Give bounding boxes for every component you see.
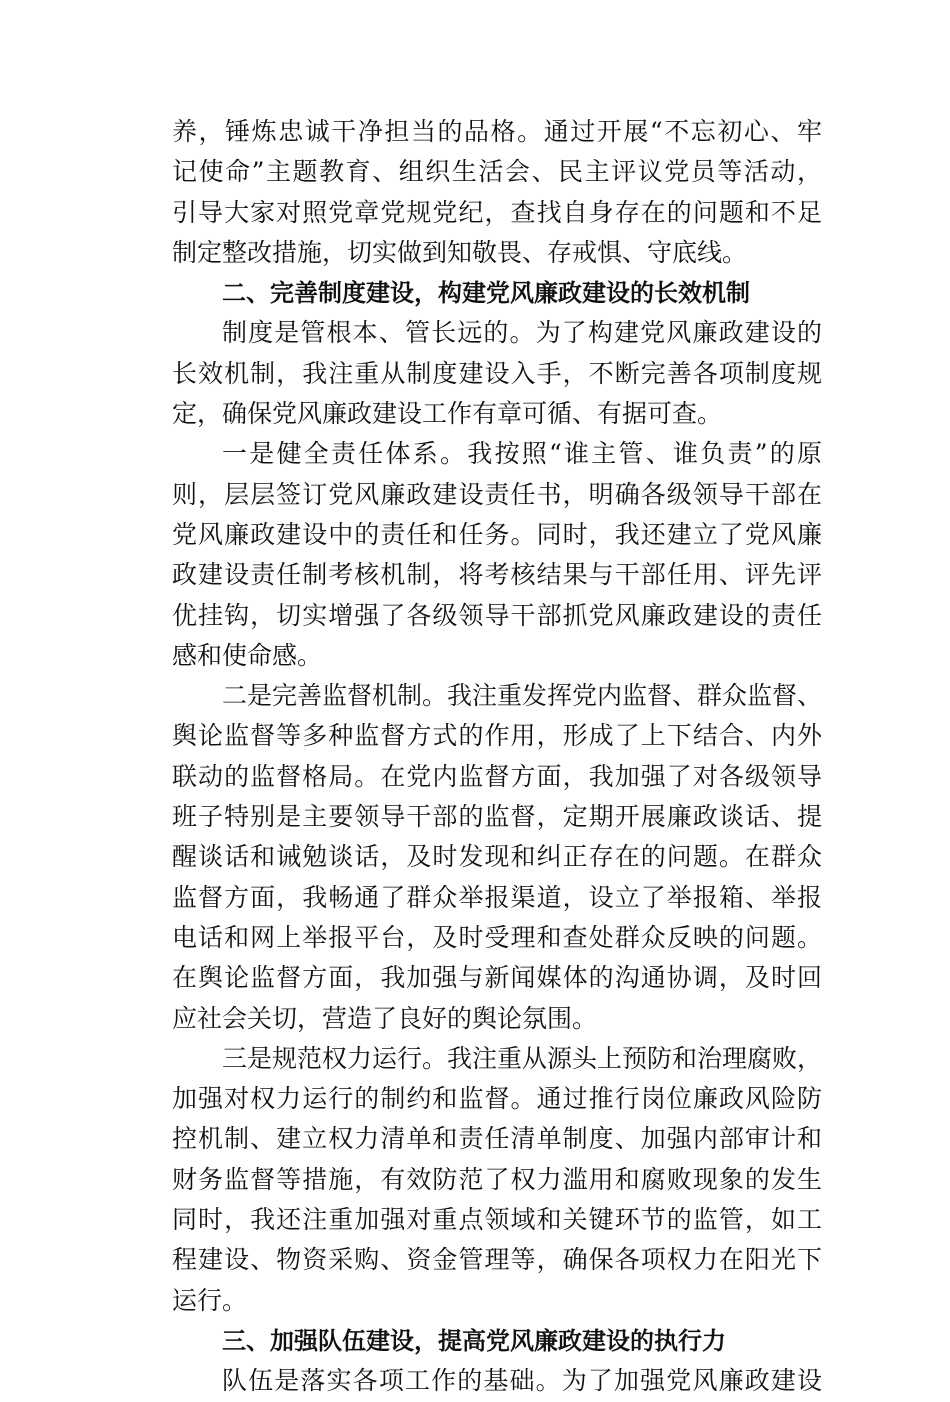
paragraph-line: 政建设责任制考核机制，将考核结果与干部任用、评先评 xyxy=(172,560,822,590)
paragraph-line: 则，层层签订党风廉政建设责任书，明确各级领导干部在 xyxy=(172,479,822,509)
paragraph-line: 程建设、物资采购、资金管理等，确保各项权力在阳光下 xyxy=(172,1245,822,1275)
paragraph-line: 监督方面，我畅通了群众举报渠道，设立了举报箱、举报 xyxy=(172,882,822,912)
section-heading: 二、完善制度建设，构建党风廉政建设的长效机制 xyxy=(222,279,750,308)
paragraph-line: 制定整改措施，切实做到知敬畏、存戒惧、守底线。 xyxy=(172,237,748,267)
paragraph-line: 联动的监督格局。在党内监督方面，我加强了对各级领导 xyxy=(172,761,822,791)
paragraph-line: 运行。 xyxy=(172,1285,248,1315)
paragraph-line: 财务监督等措施，有效防范了权力滥用和腐败现象的发生 xyxy=(172,1164,822,1194)
paragraph-line: 三是规范权力运行。我注重从源头上预防和治理腐败， xyxy=(222,1043,822,1073)
paragraph-line: 记使命”主题教育、组织生活会、民主评议党员等活动， xyxy=(172,157,822,187)
paragraph-line: 引导大家对照党章党规党纪，查找自身存在的问题和不足 xyxy=(172,197,822,227)
paragraph-line: 队伍是落实各项工作的基础。为了加强党风廉政建设 xyxy=(222,1366,822,1396)
paragraph-line: 养，锤炼忠诚干净担当的品格。通过开展“不忘初心、牢 xyxy=(172,117,822,146)
paragraph-line: 舆论监督等多种监督方式的作用，形成了上下结合、内外 xyxy=(172,721,822,751)
paragraph-line: 控机制、建立权力清单和责任清单制度、加强内部审计和 xyxy=(172,1124,822,1154)
paragraph-line: 电话和网上举报平台，及时受理和查处群众反映的问题。 xyxy=(172,922,822,952)
paragraph-line: 应社会关切，营造了良好的舆论氛围。 xyxy=(172,1003,598,1033)
paragraph-line: 感和使命感。 xyxy=(172,640,323,670)
paragraph-line: 一是健全责任体系。我按照“谁主管、谁负责”的原 xyxy=(222,439,822,469)
document-body xyxy=(172,112,822,1402)
paragraph-line: 醒谈话和诫勉谈话，及时发现和纠正存在的问题。在群众 xyxy=(172,842,822,872)
paragraph-line: 二是完善监督机制。我注重发挥党内监督、群众监督、 xyxy=(222,681,822,711)
paragraph-line: 同时，我还注重加强对重点领域和关键环节的监管，如工 xyxy=(172,1205,822,1235)
paragraph-line: 长效机制，我注重从制度建设入手，不断完善各项制度规 xyxy=(172,358,822,388)
paragraph-line: 定，确保党风廉政建设工作有章可循、有据可查。 xyxy=(172,399,723,429)
paragraph-line: 优挂钩，切实增强了各级领导干部抓党风廉政建设的责任 xyxy=(172,600,822,630)
paragraph-line: 班子特别是主要领导干部的监督，定期开展廉政谈话、提 xyxy=(172,802,822,832)
paragraph-line: 在舆论监督方面，我加强与新闻媒体的沟通协调，及时回 xyxy=(172,963,822,993)
paragraph-line: 制度是管根本、管长远的。为了构建党风廉政建设的 xyxy=(222,318,822,348)
paragraph-line: 党风廉政建设中的责任和任务。同时，我还建立了党风廉 xyxy=(172,519,822,549)
section-heading: 三、加强队伍建设，提高党风廉政建设的执行力 xyxy=(222,1326,726,1355)
paragraph-line: 加强对权力运行的制约和监督。通过推行岗位廉政风险防 xyxy=(172,1084,822,1114)
